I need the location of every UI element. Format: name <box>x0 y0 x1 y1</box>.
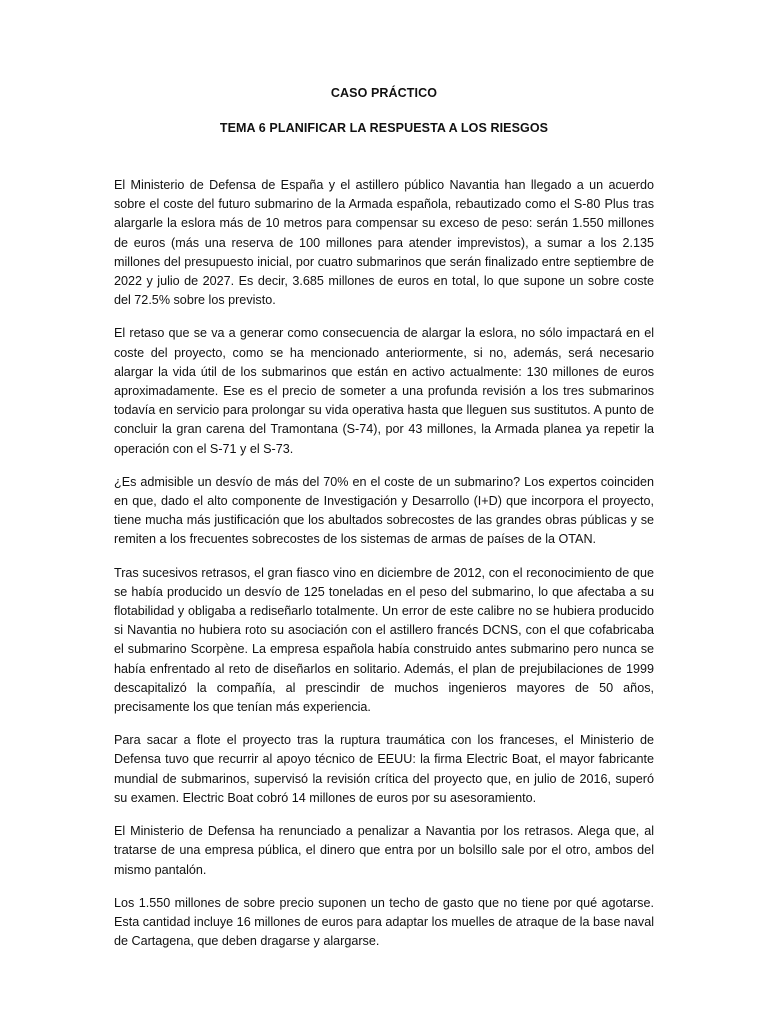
paragraph-1: El Ministerio de Defensa de España y el astillero público Navantia han llegado a un acuerdo sobre el coste del futuro submarino de la Armada española, rebautizado como el S-80 Plus tras alargarle la eslora más de 10 metros para compensar su exceso de peso: serán 1.550 millones de euros (más una reserva de 100 millones para atender imprevistos), a sumar a los 2.135 millones del presupuesto inicial, por cuatro submarinos que serán finalizado entre septiembre de 2022 y julio de 2027. Es decir, 3.685 millones de euros en total, lo que supone un sobre coste del 72.5% sobre los previsto. <box>114 178 654 308</box>
document-subtitle: TEMA 6 PLANIFICAR LA RESPUESTA A LOS RIESGOS <box>219 121 549 135</box>
document-title: CASO PRÁCTICO <box>330 86 438 100</box>
paragraph-2: El retaso que se va a generar como consecuencia de alargar la eslora, no sólo impactará en el coste del proyecto, como se ha mencionado anteriormente, si no, además, será necesario alargar la vida útil de los submarinos que están en activo actualmente: 130 millones de euros aproximadamente. Ese es el precio de someter a una profunda revisión a los tres submarinos todavía en servicio para prolongar su vida operativa hasta que lleguen sus sustitutos. A punto de concluir la gran carena del Tramontana (S-74), por 43 millones, la Armada planea ya repetir la operación con el S-71 y el S-73. <box>114 326 654 456</box>
document-body <box>114 176 654 965</box>
paragraph-3: ¿Es admisible un desvío de más del 70% en el coste de un submarino? Los expertos coinciden en que, dado el alto componente de Investigación y Desarrollo (I+D) que incorpora el proyecto, tiene mucha más justificación que los abultados sobrecostes de las grandes obras públicas y se remiten a los frecuentes sobrecostes de los sistemas de armas de países de la OTAN. <box>114 474 654 547</box>
paragraph-5: Para sacar a flote el proyecto tras la ruptura traumática con los franceses, el Ministerio de Defensa tuvo que recurrir al apoyo técnico de EEUU: la firma Electric Boat, el mayor fabricante mundial de submarinos, supervisó la revisión crítica del proyecto que, en julio de 2016, superó su examen. Electric Boat cobró 14 millones de euros por su asesoramiento. <box>114 733 654 805</box>
paragraph-6: El Ministerio de Defensa ha renunciado a penalizar a Navantia por los retrasos. Alega que, al tratarse de una empresa pública, el dinero que entra por un bolsillo sale por el otro, ambos del mismo pantalón. <box>114 824 654 877</box>
paragraph-7: Los 1.550 millones de sobre precio suponen un techo de gasto que no tiene por qué agotarse. Esta cantidad incluye 16 millones de euros para adaptar los muelles de atraque de la base naval de Cartagena, que deben dragarse y alargarse. <box>114 895 654 949</box>
paragraph-4: Tras sucesivos retrasos, el gran fiasco vino en diciembre de 2012, con el reconocimiento de que se había producido un desvío de 125 toneladas en el peso del submarino, lo que afectaba a su flotabilidad y obligaba a rediseñarlo totalmente. Un error de este calibre no se hubiera producido si Navantia no hubiera roto su asociación con el astillero francés DCNS, con el que cofabricaba el submarino Scorpène. La empresa española había construido antes submarino pero nunca se había enfrentado al reto de diseñarlos en solitario. Además, el plan de prejubilaciones de 1999 descapitalizó la compañía, al prescindir de muchos ingenieros mayores de 50 años, precisamente los que tenían más experiencia. <box>114 565 654 715</box>
